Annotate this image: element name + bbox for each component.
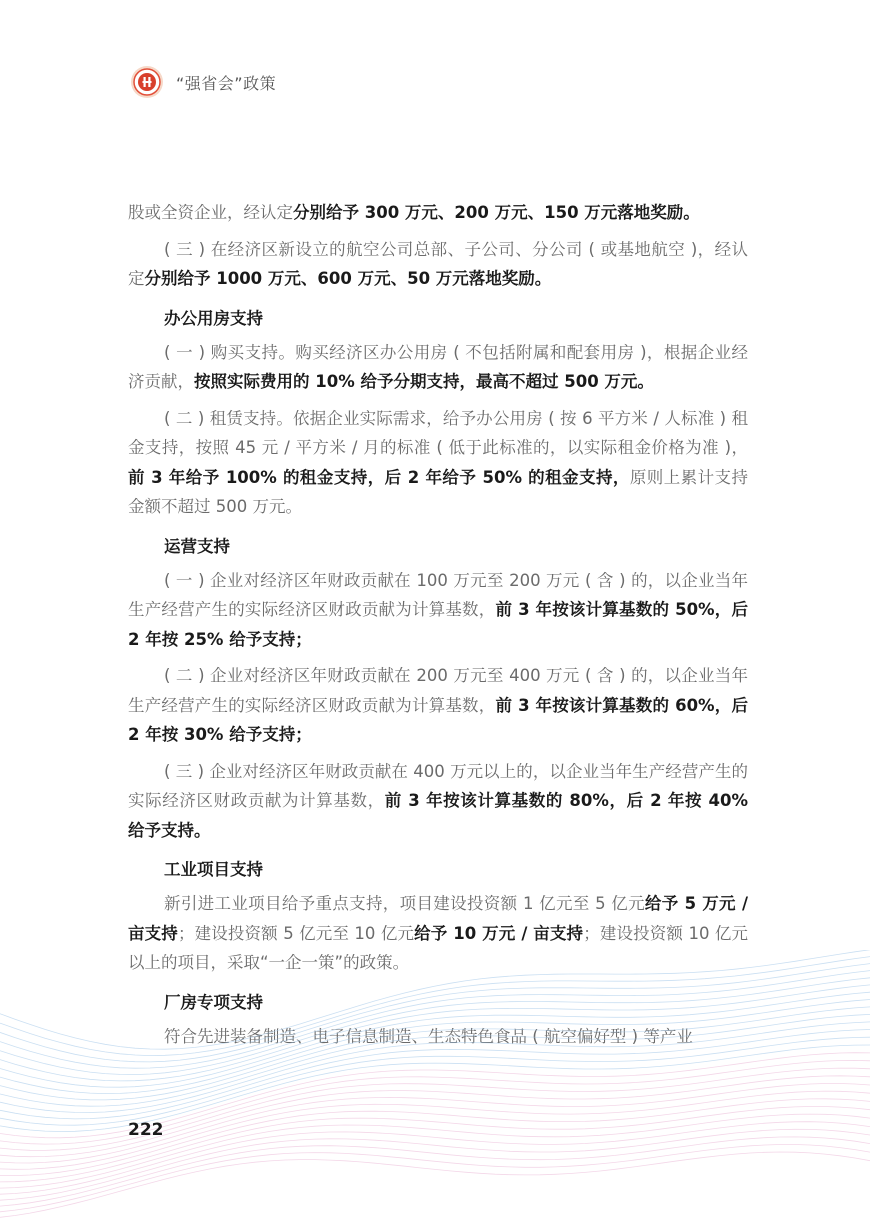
- emphasis-text: 给予 10 万元 / 亩支持: [414, 923, 584, 943]
- text-run: ( 二 ) 租赁支持。依据企业实际需求，给予办公用房 ( 按 6 平方米 / 人标准 ) 租金支持，按照 45 元 / 平方米 / 月的标准 ( 低于此标准的，以实际租金价格为准 )，: [128, 408, 748, 457]
- wave-line: [0, 971, 870, 1069]
- wave-line: [0, 1007, 870, 1100]
- emphasis-text: 分别给予 1000 万元、600 万元、50 万元落地奖励。: [144, 269, 552, 288]
- section-heading: 厂房专项支持: [164, 992, 263, 1012]
- wave-line: [0, 985, 870, 1081]
- text-run: ( 一 ) 企业对经济区年财政贡献在 100 万元至 200 万元 ( 含 ) 的，以企业当年生产经营产生的实际经济区财政贡献为计算基数，: [128, 570, 748, 619]
- wave-line: [0, 1000, 870, 1094]
- wave-line: [0, 957, 870, 1056]
- wave-line: [0, 950, 870, 1049]
- document-body: [128, 198, 748, 1058]
- text-run: 符合先进装备制造、电子信息制造、生态特色食品 ( 航空偏好型 ) 等产业: [164, 1026, 693, 1046]
- emphasis-text: 分别给予 300 万元、200 万元、150 万元落地奖励。: [293, 203, 700, 222]
- emphasis-text: 前 3 年按该计算基数的 50%，后 2 年按 25% 给予支持；: [128, 600, 748, 649]
- wave-line: [0, 992, 870, 1087]
- wave-line: [0, 1145, 870, 1212]
- emphasis-text: 前 3 年给予 100% 的租金支持，后 2 年给予 50% 的租金支持，: [128, 467, 630, 487]
- text-run: ( 一 ) 购买支持。购买经济区办公用房 ( 不包括附属和配套用房 )，根据企业经济贡献，: [128, 342, 748, 391]
- body-paragraph: [128, 198, 748, 228]
- header-title: “强省会”政策: [176, 73, 277, 93]
- emphasis-text: 前 3 年按该计算基数的 80%，后 2 年按 40% 给予支持。: [128, 791, 748, 840]
- text-run: ；建设投资额 5 亿元至 10 亿元: [177, 923, 415, 943]
- page-number: 222: [128, 1120, 164, 1140]
- emphasis-text: 按照实际费用的 10% 给予分期支持，最高不超过 500 万元。: [194, 372, 654, 391]
- decorative-wave-background: [0, 950, 870, 1228]
- emblem-icon: [130, 65, 164, 99]
- body-paragraph: [128, 338, 748, 397]
- body-paragraph: [128, 757, 748, 846]
- text-run: 原则上累计支持金额不超过 500 万元。: [128, 467, 748, 516]
- wave-line: [0, 1137, 870, 1206]
- section-heading: 办公用房支持: [164, 308, 263, 328]
- body-paragraph: [128, 404, 748, 522]
- text-run: 股或全资企业，经认定: [128, 203, 293, 222]
- emphasis-text: 给予 5 万元 / 亩支持: [128, 894, 748, 943]
- text-run: ( 二 ) 企业对经济区年财政贡献在 200 万元至 400 万元 ( 含 ) 的，以企业当年生产经营产生的实际经济区财政贡献为计算基数，: [128, 666, 748, 715]
- emphasis-text: 前 3 年按该计算基数的 60%，后 2 年按 30% 给予支持；: [128, 695, 748, 744]
- text-run: ( 三 ) 企业对经济区年财政贡献在 400 万元以上的，以企业当年生产经营产生的实际经济区财政贡献为计算基数，: [128, 761, 748, 810]
- body-paragraph: [128, 566, 748, 655]
- body-paragraph: [128, 235, 748, 294]
- text-run: ( 三 ) 在经济区新设立的航空公司总部、子公司、分公司 ( 或基地航空 )，经认定: [128, 239, 748, 288]
- text-run: 新引进工业项目给予重点支持，项目建设投资额 1 亿元至 5 亿元: [164, 894, 645, 913]
- wave-line: [0, 978, 870, 1075]
- wave-line: [0, 1076, 870, 1157]
- text-run: ；建设投资额 10 亿元以上的项目，采取“一企一策”的政策。: [128, 923, 749, 972]
- page-header: [130, 64, 276, 100]
- section-heading: 运营支持: [164, 536, 230, 556]
- body-paragraph: [128, 661, 748, 750]
- section-heading: 工业项目支持: [164, 860, 263, 879]
